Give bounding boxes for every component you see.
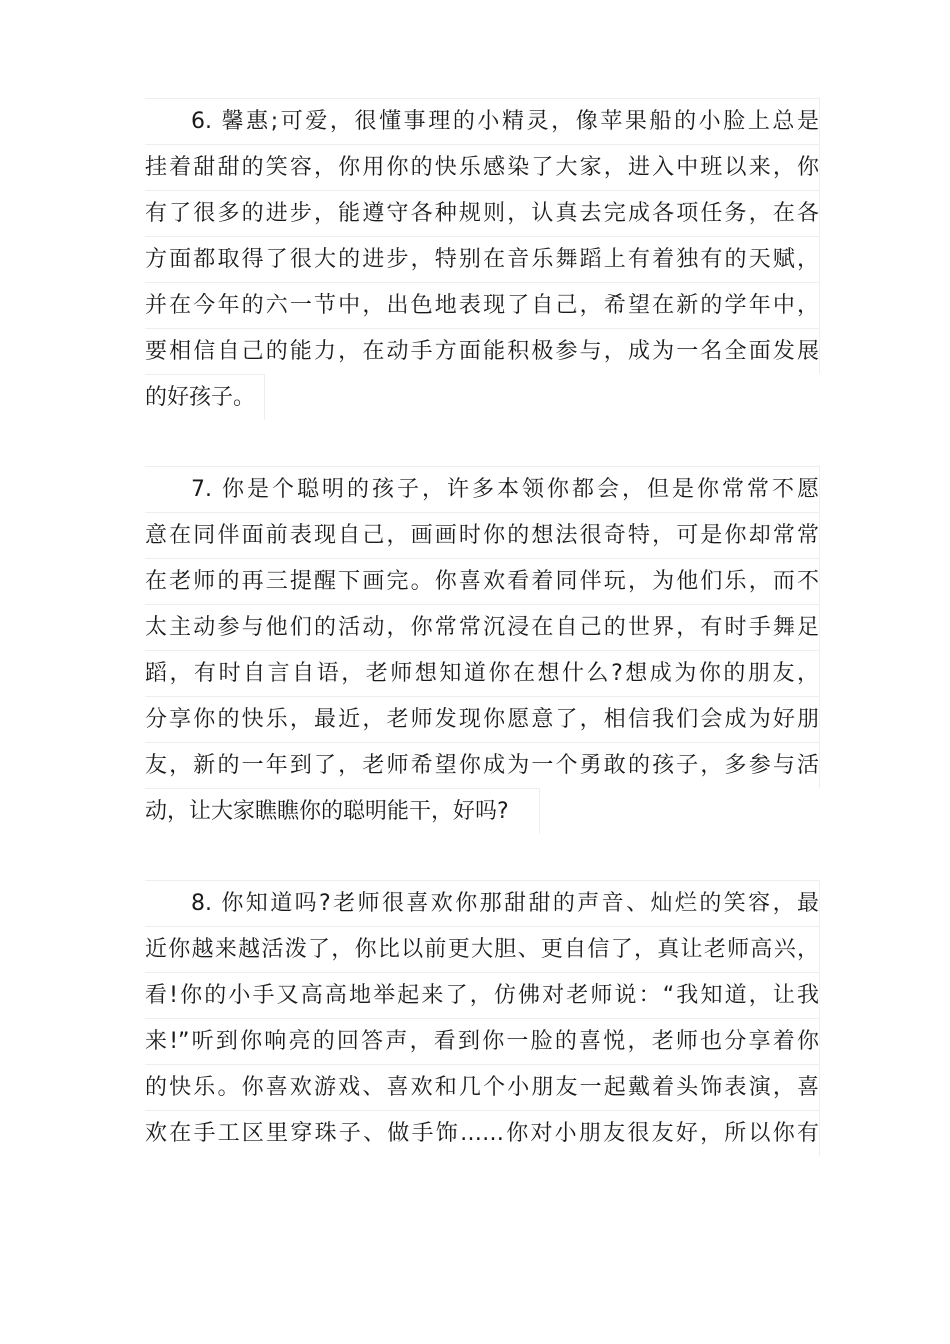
paragraph-line: 挂着甜甜的笑容，你用你的快乐感染了大家，进入中班以来，你	[145, 144, 820, 190]
paragraph-line: 的好孩子。	[145, 374, 265, 420]
paragraph-line: 分享你的快乐，最近，老师发现你愿意了，相信我们会成为好朋	[145, 696, 820, 742]
paragraph-line: 近你越来越活泼了，你比以前更大胆、更自信了，真让老师高兴，	[145, 926, 820, 972]
paragraph-line: 方面都取得了很大的进步，特别在音乐舞蹈上有着独有的天赋，	[145, 236, 820, 282]
paragraph-line: 意在同伴面前表现自己，画画时你的想法很奇特，可是你却常常	[145, 512, 820, 558]
paragraph-8	[145, 880, 820, 1156]
paragraph-line: 欢在手工区里穿珠子、做手饰……你对小朋友很友好，所以你有	[145, 1110, 820, 1156]
paragraph-line: 7. 你是个聪明的孩子，许多本领你都会，但是你常常不愿	[145, 466, 820, 512]
paragraph-line: 要相信自己的能力，在动手方面能积极参与，成为一名全面发展	[145, 328, 820, 374]
paragraph-line: 友，新的一年到了，老师希望你成为一个勇敢的孩子，多参与活	[145, 742, 820, 788]
paragraph-line: 来!”听到你响亮的回答声，看到你一脸的喜悦，老师也分享着你	[145, 1018, 820, 1064]
paragraph-line: 太主动参与他们的活动，你常常沉浸在自己的世界，有时手舞足	[145, 604, 820, 650]
paragraph-line: 动，让大家瞧瞧你的聪明能干，好吗?	[145, 788, 540, 834]
paragraph-line: 8. 你知道吗?老师很喜欢你那甜甜的声音、灿烂的笑容，最	[145, 880, 820, 926]
paragraph-line: 6. 馨惠;可爱，很懂事理的小精灵，像苹果船的小脸上总是	[145, 98, 820, 144]
paragraph-line: 看!你的小手又高高地举起来了，仿佛对老师说：“我知道，让我	[145, 972, 820, 1018]
paragraph-line: 有了很多的进步，能遵守各种规则，认真去完成各项任务，在各	[145, 190, 820, 236]
paragraph-line: 并在今年的六一节中，出色地表现了自己，希望在新的学年中，	[145, 282, 820, 328]
paragraph-line: 在老师的再三提醒下画完。你喜欢看着同伴玩，为他们乐，而不	[145, 558, 820, 604]
paragraph-line: 蹈，有时自言自语，老师想知道你在想什么?想成为你的朋友，	[145, 650, 820, 696]
paragraph-line: 的快乐。你喜欢游戏、喜欢和几个小朋友一起戴着头饰表演，喜	[145, 1064, 820, 1110]
paragraph-6	[145, 98, 820, 420]
paragraph-7	[145, 466, 820, 834]
